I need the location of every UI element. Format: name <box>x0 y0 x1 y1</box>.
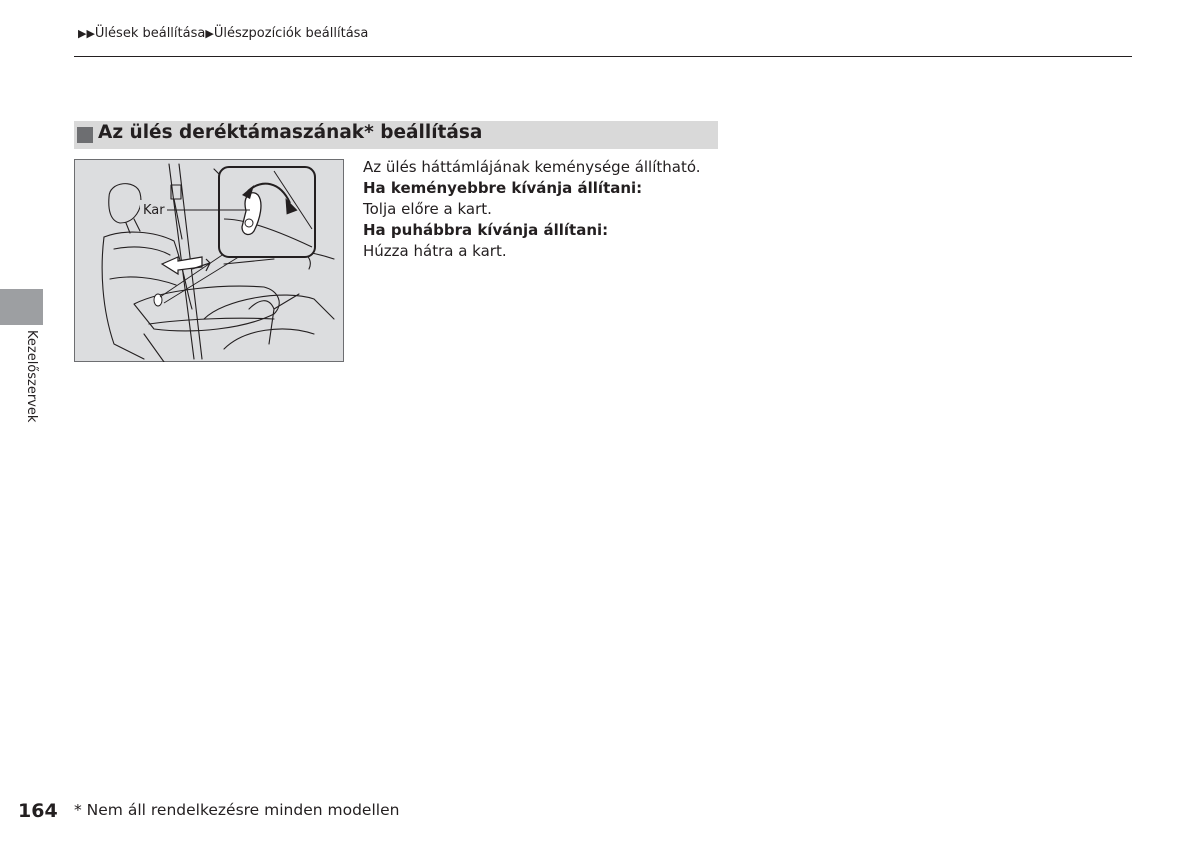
page-number: 164 <box>18 800 58 822</box>
asterisk-note: * <box>364 122 374 143</box>
firmer-heading: Ha keményebbre kívánja állítani: <box>363 179 643 197</box>
intro-text: Az ülés háttámlájának keménysége állítható. <box>363 158 701 176</box>
section-title: Az ülés deréktámaszának* beállítása <box>98 122 483 143</box>
chapter-tab <box>0 289 43 325</box>
softer-text: Húzza hátra a kart. <box>363 242 507 260</box>
footnote: * Nem áll rendelkezésre minden modellen <box>74 801 400 819</box>
header-divider <box>74 56 1132 57</box>
breadcrumb-item[interactable]: Ülészpozíciók beállítása <box>213 26 369 41</box>
firmer-text: Tolja előre a kart. <box>363 200 492 218</box>
lumbar-support-illustration <box>74 159 344 362</box>
section-header <box>74 121 718 149</box>
lever-callout-label: Kar <box>143 203 165 218</box>
softer-heading: Ha puhábbra kívánja állítani: <box>363 221 609 239</box>
breadcrumb <box>78 26 368 41</box>
chapter-label: Kezelőszervek <box>24 330 39 423</box>
breadcrumb-arrow-icon: ▶ <box>205 27 214 40</box>
breadcrumb-item[interactable]: Ülések beállítása <box>94 26 206 41</box>
breadcrumb-arrow-icon: ▶▶ <box>78 27 95 40</box>
instructions <box>363 157 701 262</box>
lever-detail-inset <box>219 167 315 257</box>
section-marker <box>77 127 93 143</box>
